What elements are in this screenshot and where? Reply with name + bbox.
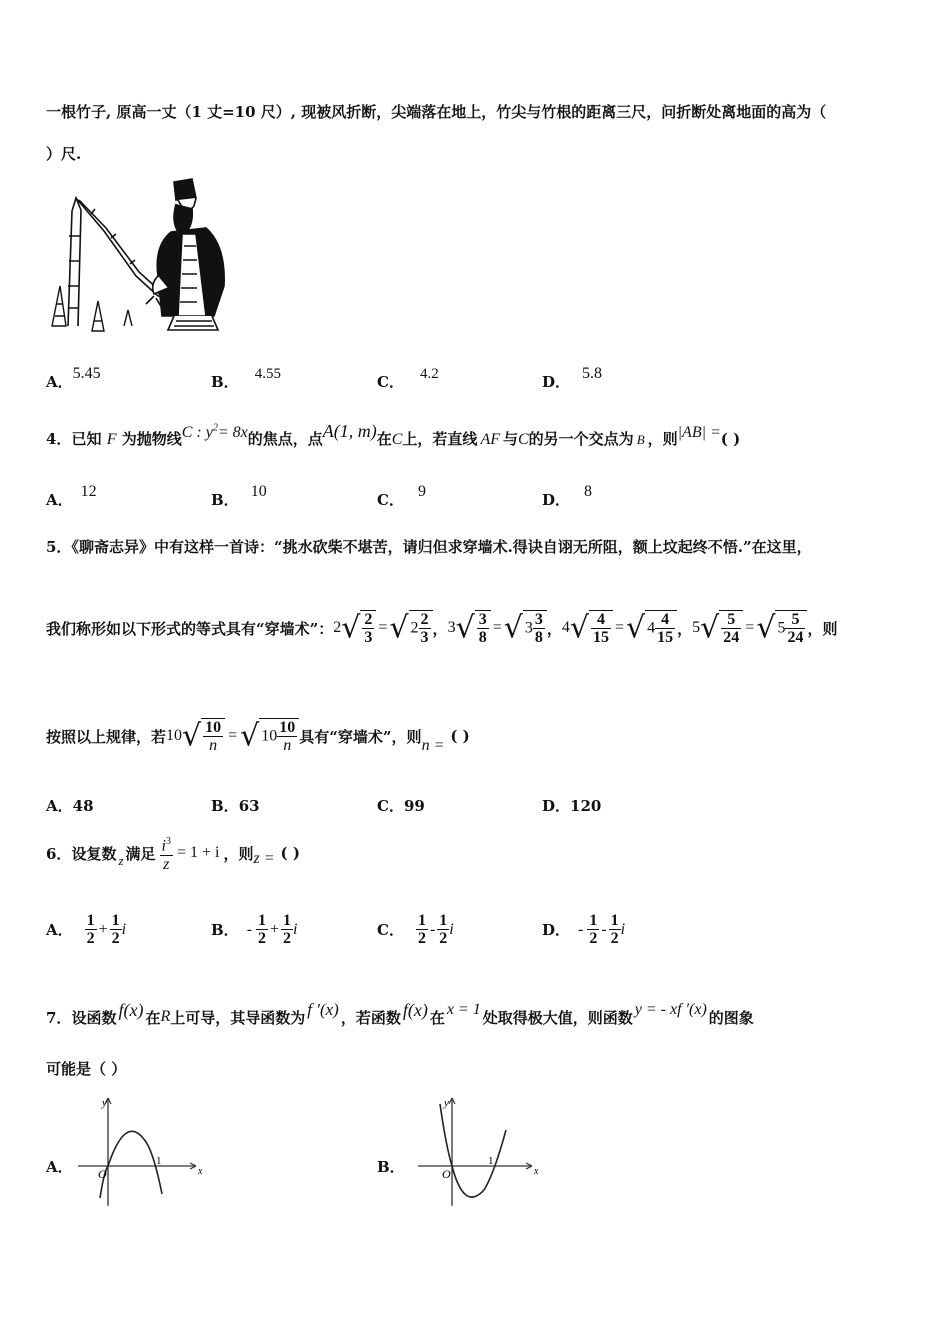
q5-separator: ，: [677, 619, 693, 638]
q5-option-d[interactable]: D．120: [542, 797, 602, 815]
q5-stem-line2: 我们称形如以下形式的等式具有“穿墙术”： 2 √ $\frac{2}{3}$ = √ 2 $\frac{2}{3}$ ， 3 √ $\frac{3}{8}$ = √ 3 $\frac{3}{8}$ ， 4 √ $\frac{4}{15}$ = √ 4 $\frac{4}{15}$ ， 5 √ $\frac{5}{24}$ = √ 5 $\frac{5}{24}$ ，则: [46, 610, 838, 646]
q7-stem-line1: 7． 设函数 f(x) 在 R 上可导，其导函数为 f ′(x) ，若函数 f(x) 在 x = 1 处取得极大值，则函数 y = - xf ′(x) 的图象: [46, 999, 754, 1027]
q7-a-one: 1: [156, 1155, 162, 1167]
q7-option-b[interactable]: B．: [377, 1158, 405, 1176]
q5-separator: ，: [432, 619, 448, 638]
q5-option-a[interactable]: A．48: [46, 797, 94, 815]
q4-option-a[interactable]: A． 12: [46, 483, 97, 509]
q5-equations: [333, 610, 807, 646]
q6-option-d[interactable]: D． - $\frac{1}{2}$ - $\frac{1}{2}$ i: [542, 912, 626, 947]
q7-option-a[interactable]: A．: [46, 1158, 73, 1176]
q5-equation: 2 √ $\frac{2}{3}$ = √ 2 $\frac{2}{3}$: [333, 610, 432, 646]
q7-b-origin: O: [442, 1167, 451, 1181]
q5-equation: 3 √ $\frac{3}{8}$ = √ 3 $\frac{3}{8}$: [448, 610, 547, 646]
q7-b-ylabel: y: [444, 1097, 449, 1109]
q7-b-one: 1: [488, 1155, 494, 1167]
q3-option-a[interactable]: A．5.45: [46, 365, 101, 391]
q7-a-ylabel: y: [102, 1097, 107, 1109]
q6-stem: 6． 设复数 z 满足 $\frac{i^3}{z}$ = 1 + i ，则 z = ( ): [46, 828, 300, 878]
q3-stem-line1: 一根竹子, 原高一丈（1 丈=10 尺）, 现被风折断，尖端落在地上，竹尖与竹根的距离三尺，问折断处离地面的高为（: [46, 103, 827, 121]
q5-equation: 5 √ $\frac{5}{24}$ = √ 5 $\frac{5}{24}$: [692, 610, 807, 646]
q3-stem-line2: ）尺.: [46, 145, 82, 163]
bamboo-illustration: [46, 176, 236, 336]
q3-option-b[interactable]: B． 4.55: [211, 366, 281, 391]
q7-graph-a[interactable]: [74, 1094, 208, 1210]
q7-a-xlabel: x: [198, 1166, 203, 1177]
q5-stem-line3: 按照以上规律，若 10 √ $\frac{10}{n}$ = √ 10 $\frac{10}{n}$ 具有“穿墙术”，则 n = ( ): [46, 718, 470, 754]
q4-option-c[interactable]: C． 9: [377, 483, 426, 509]
q4-stem: 4．已知 F 为抛物线C : $y^2= 8x$的焦点，点A(1, m)在C上，若直线 AF 与C的另一个交点为 B ，则|AB| =( ): [46, 421, 741, 448]
q6-option-a[interactable]: A． $\frac{1}{2}$ + $\frac{1}{2}$ i: [46, 912, 127, 947]
q5-stem-line1: 5．《聊斋志异》中有这样一首诗：“挑水砍柴不堪苦，请归但求穿墙术.得诀自诩无所阻，额上坟起终不悟.”在这里，: [46, 538, 812, 556]
q7-stem-line2: 可能是（ ）: [46, 1060, 127, 1078]
q7-graph-b[interactable]: [414, 1094, 544, 1210]
q7-a-origin: O: [98, 1167, 107, 1181]
q4-option-d[interactable]: D． 8: [542, 483, 593, 509]
q3-option-d[interactable]: D． 5.8: [542, 365, 603, 391]
q6-option-c[interactable]: C． $\frac{1}{2}$ - $\frac{1}{2}$ i: [377, 912, 454, 947]
q5-separator: ，: [546, 619, 562, 638]
q3-option-c[interactable]: C． 4.2: [377, 366, 439, 391]
q6-option-b[interactable]: B． - $\frac{1}{2}$ + $\frac{1}{2}$ i: [211, 912, 298, 947]
q5-option-c[interactable]: C．99: [377, 797, 425, 815]
q5-option-b[interactable]: B．63: [211, 797, 260, 815]
q4-option-b[interactable]: B． 10: [211, 483, 267, 509]
q7-b-xlabel: x: [534, 1166, 539, 1177]
q5-equation: 4 √ $\frac{4}{15}$ = √ 4 $\frac{4}{15}$: [562, 610, 677, 646]
